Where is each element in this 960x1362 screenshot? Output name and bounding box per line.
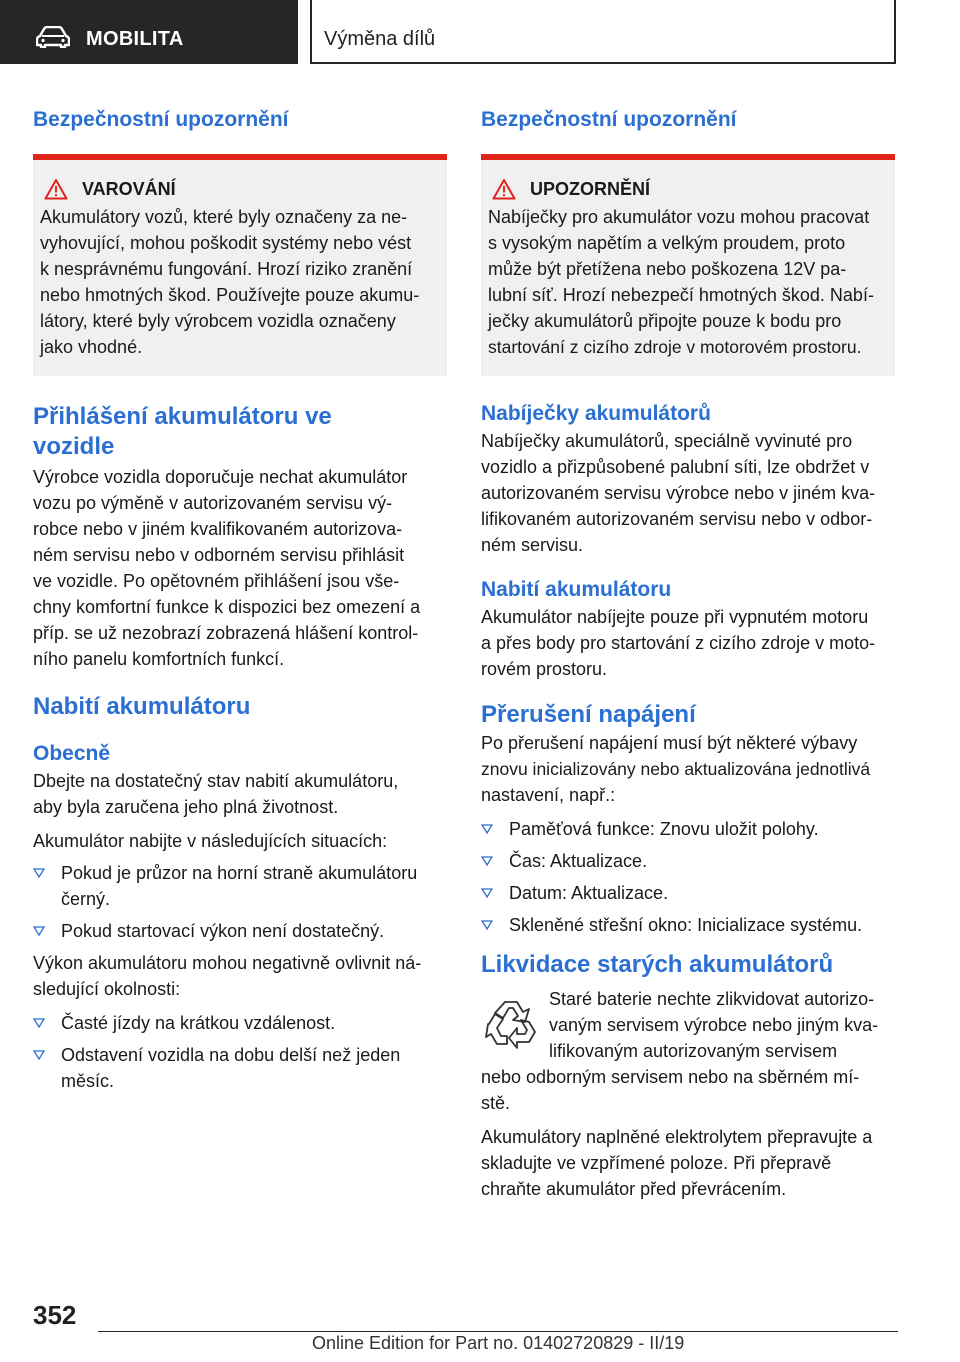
disposal-heading: Likvidace starých akumulátorů xyxy=(481,951,834,978)
warning-label: VAROVÁNÍ xyxy=(82,178,176,199)
text-line: Staré baterie nechte zlikvidovat autorizo- xyxy=(549,989,875,1009)
left-column xyxy=(33,100,447,1100)
text-line: lifikovaném autorizovaném servisu nebo v odbor- xyxy=(481,509,873,529)
text-line: aby byla zaručena jeho plná životnost. xyxy=(33,797,339,817)
bullet-triangle-icon xyxy=(481,920,493,930)
power-list xyxy=(481,816,895,938)
list-item xyxy=(481,912,895,938)
list-item-line: Časté jízdy na krátkou vzdálenost. xyxy=(61,1013,336,1033)
notice-line: ječky akumulátorů připojte pouze k bodu pro xyxy=(488,311,842,331)
text-line: vaným servisem výrobce nebo jiným kva- xyxy=(549,1015,879,1035)
notice-line: Nabíječky pro akumulátor vozu mohou pracovat xyxy=(488,207,870,227)
warning-line: k nesprávnému fungování. Hrozí riziko zranění xyxy=(40,259,413,279)
influences-list xyxy=(33,1010,447,1094)
notice-line: s vysokým napětím a velkým proudem, proto xyxy=(488,233,846,253)
text-line: Po přerušení napájení musí být některé výbavy xyxy=(481,733,858,753)
list-item-line: Odstavení vozidla na dobu delší než jeden xyxy=(61,1045,401,1065)
warning-triangle-icon xyxy=(44,178,68,200)
disposal-paragraph xyxy=(481,986,895,1116)
text-line: příp. se už nezobrazí zobrazená hlášení kontrol- xyxy=(33,623,419,643)
situations-list xyxy=(33,860,447,944)
text-line: vozidlo a přizpůsobené palubní síti, lze obdržet v xyxy=(481,457,870,477)
list-item xyxy=(33,860,447,912)
general-paragraph xyxy=(33,768,447,820)
page-number: 352 xyxy=(33,1300,77,1330)
list-item-line: Čas: Aktualizace. xyxy=(509,851,648,871)
text-line: ního panelu komfortních funkcí. xyxy=(33,649,285,669)
text-line: ve vozidle. Po opětovném přihlášení jsou vše- xyxy=(33,571,400,591)
list-item-line: Skleněné střešní okno: Inicializace systému. xyxy=(509,915,863,935)
text-line: stě. xyxy=(481,1093,511,1113)
transport-paragraph xyxy=(481,1124,895,1202)
text-line: Nabíječky akumulátorů, speciálně vyvinuté pro xyxy=(481,431,853,451)
power-paragraph xyxy=(481,730,895,808)
registration-heading-line: Přihlášení akumulátoru ve xyxy=(33,403,332,430)
influence-paragraph xyxy=(33,950,447,1002)
list-item xyxy=(481,880,895,906)
charging-paragraph xyxy=(481,604,895,682)
list-item-line: měsíc. xyxy=(61,1071,115,1091)
list-item xyxy=(481,816,895,842)
text-line: sledující okolnosti: xyxy=(33,979,181,999)
footer-divider xyxy=(98,1331,898,1332)
list-item-line: Paměťová funkce: Znovu uložit polohy. xyxy=(509,819,819,839)
text-line: autorizovaném servisu výrobce nebo v jiném kva- xyxy=(481,483,876,503)
warning-line: látory, které byly výrobcem vozidla označeny xyxy=(40,311,396,331)
charging-heading: Nabití akumulátoru xyxy=(481,578,672,601)
safety-heading: Bezpečnostní upozornění xyxy=(481,108,737,131)
notice-box xyxy=(481,154,895,376)
right-column xyxy=(481,100,895,1202)
text-line: Dbejte na dostatečný stav nabití akumulátoru, xyxy=(33,771,399,791)
notice-line: lubní síť. Hrozí nebezpečí hmotných škod. Nabí- xyxy=(488,285,874,305)
warning-line: Akumulátory vozů, které byly označeny za ne- xyxy=(40,207,408,227)
notice-label: UPOZORNĚNÍ xyxy=(530,178,651,199)
general-heading: Obecně xyxy=(33,742,111,765)
list-item-line: černý. xyxy=(61,889,111,909)
list-item xyxy=(33,1042,447,1094)
list-item xyxy=(481,848,895,874)
list-item-line: Pokud startovací výkon není dostatečný. xyxy=(61,921,385,941)
text-line: nebo odborným servisem nebo na sběrném mí- xyxy=(481,1067,860,1087)
section-tab xyxy=(0,0,298,64)
text-line: Výkon akumulátoru mohou negativně ovlivnit ná- xyxy=(33,953,422,973)
warning-box xyxy=(33,154,447,376)
car-icon xyxy=(36,26,70,48)
bullet-triangle-icon xyxy=(33,926,45,936)
power-heading: Přerušení napájení xyxy=(481,701,696,728)
section-label: MOBILITA xyxy=(86,28,184,50)
bullet-triangle-icon xyxy=(481,888,493,898)
bullet-triangle-icon xyxy=(33,1050,45,1060)
warning-line: vyhovující, mohou poškodit systémy nebo vést xyxy=(40,233,412,253)
text-line: chraňte akumulátor před převrácením. xyxy=(481,1179,787,1199)
bullet-triangle-icon xyxy=(33,1018,45,1028)
text-line: Výrobce vozidla doporučuje nechat akumulátor xyxy=(33,467,408,487)
page-header xyxy=(0,0,960,66)
text-line: ném servisu nebo v odborném servisu přihlásit xyxy=(33,545,405,565)
chargers-heading: Nabíječky akumulátorů xyxy=(481,402,711,425)
text-line: Akumulátory naplněné elektrolytem přepravujte a xyxy=(481,1127,873,1147)
text-line: znovu inicializovány nebo aktualizována jednotlivá xyxy=(481,759,871,779)
safety-heading: Bezpečnostní upozornění xyxy=(33,108,289,131)
list-item-line: Pokud je průzor na horní straně akumulátoru xyxy=(61,863,418,883)
text-line: ném servisu. xyxy=(481,535,584,555)
registration-heading xyxy=(33,402,447,462)
warning-triangle-icon xyxy=(492,178,516,200)
notice-line: startování z cizího zdroje v motorovém prostoru. xyxy=(488,337,862,357)
text-line: lifikovaným autorizovaným servisem xyxy=(549,1041,838,1061)
text-line: chny komfortní funkce k dispozici bez omezení a xyxy=(33,597,421,617)
bullet-triangle-icon xyxy=(481,824,493,834)
list-item xyxy=(33,918,447,944)
warning-line: nebo hmotných škod. Používejte pouze akumu- xyxy=(40,285,420,305)
text-line: a přes body pro startování z cizího zdroje v moto- xyxy=(481,633,876,653)
situations-intro: Akumulátor nabijte v následujících situacích: xyxy=(33,831,388,851)
bullet-triangle-icon xyxy=(481,856,493,866)
text-line: skladujte ve vzpřímené poloze. Při přepravě xyxy=(481,1153,832,1173)
text-line: robce nebo v jiném kvalifikovaném autorizova- xyxy=(33,519,403,539)
text-line: nastavení, např.: xyxy=(481,785,616,805)
edition-text: Online Edition for Part no. 01402720829 - II/19 xyxy=(312,1333,685,1353)
bullet-triangle-icon xyxy=(33,868,45,878)
recycle-icon xyxy=(483,994,539,1050)
list-item xyxy=(33,1010,447,1036)
warning-line: jako vhodné. xyxy=(40,337,143,357)
text-line: rovém prostoru. xyxy=(481,659,608,679)
text-line: Akumulátor nabíjejte pouze při vypnutém motoru xyxy=(481,607,869,627)
notice-line: může být přetížena nebo poškozena 12V pa- xyxy=(488,259,847,279)
registration-heading-line: vozidle xyxy=(33,433,115,460)
chargers-paragraph xyxy=(481,428,895,558)
charging-heading: Nabití akumulátoru xyxy=(33,693,251,720)
registration-paragraph xyxy=(33,464,447,672)
text-line: vozu po výměně v autorizovaném servisu vý- xyxy=(33,493,393,513)
chapter-label: Výměna dílů xyxy=(324,28,436,50)
list-item-line: Datum: Aktualizace. xyxy=(509,883,669,903)
chapter-tab xyxy=(310,0,896,64)
